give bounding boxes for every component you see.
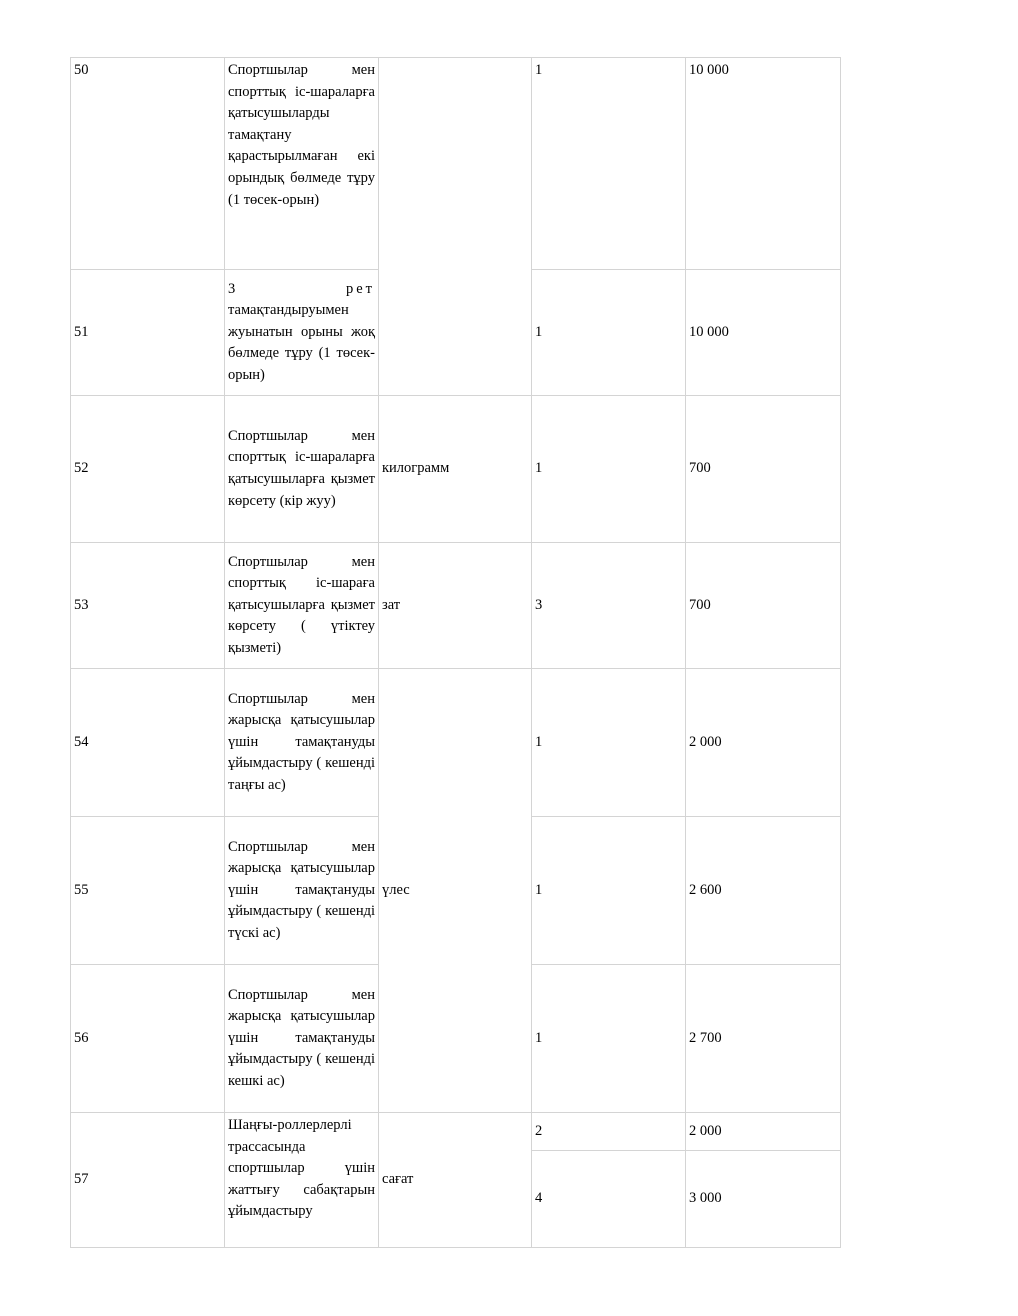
- price: 2 600: [686, 817, 841, 965]
- row-number: 50: [71, 58, 225, 270]
- service-description: Спортшылар мен спорттық іс-шараларға қатысушыларға қызмет көрсету (кір жуу): [225, 396, 379, 543]
- quantity: 1: [532, 270, 686, 396]
- price: 2 700: [686, 965, 841, 1113]
- row-number: 53: [71, 543, 225, 669]
- quantity: 2: [532, 1113, 686, 1151]
- service-description: Спортшылар мен спорттық іс-шараларға қатысушыларды тамақтану қарастырылмаған екі орындық бөлмеде тұру (1 төсек-орын): [225, 58, 379, 270]
- table-row: [71, 396, 841, 543]
- row-number: 51: [71, 270, 225, 396]
- service-description: Спортшылар мен спорттық іс-шараға қатысушыларға қызмет көрсету ( үтіктеу қызметі): [225, 543, 379, 669]
- price-table: [70, 57, 841, 1248]
- table-row: [71, 58, 841, 270]
- service-description: [225, 270, 379, 396]
- table-row: [71, 543, 841, 669]
- unit: сағат: [379, 1113, 532, 1248]
- quantity: 1: [532, 817, 686, 965]
- price: 2 000: [686, 1113, 841, 1151]
- price: 700: [686, 396, 841, 543]
- price: 10 000: [686, 58, 841, 270]
- service-description: Спортшылар мен жарысқа қатысушылар үшін тамақтануды ұйымдастыру ( кешенді кешкі ас): [225, 965, 379, 1113]
- row-number: 55: [71, 817, 225, 965]
- unit: үлес: [379, 669, 532, 1113]
- unit: зат: [379, 543, 532, 669]
- description-text: тамақтандыруымен жуынатын орыны жоқ бөлмеде тұру (1 төсек-орын): [228, 302, 375, 383]
- service-description: Шаңғы-роллерлерлі трассасында спортшылар үшін жаттығу сабақтарын ұйымдастыру: [225, 1113, 379, 1248]
- row-number: 54: [71, 669, 225, 817]
- service-description: Спортшылар мен жарысқа қатысушылар үшін тамақтануды ұйымдастыру ( кешенді түскі ас): [225, 817, 379, 965]
- quantity: 1: [532, 58, 686, 270]
- row-number: 56: [71, 965, 225, 1113]
- description-prefix: 3 рет: [228, 280, 375, 297]
- quantity: 4: [532, 1151, 686, 1248]
- table-row: [71, 669, 841, 817]
- unit: килограмм: [379, 396, 532, 543]
- price: 10 000: [686, 270, 841, 396]
- quantity: 1: [532, 396, 686, 543]
- table-row: [71, 1113, 841, 1151]
- quantity: 3: [532, 543, 686, 669]
- quantity: 1: [532, 965, 686, 1113]
- unit-cell: [379, 58, 532, 396]
- price: 2 000: [686, 669, 841, 817]
- price: 3 000: [686, 1151, 841, 1248]
- service-description: Спортшылар мен жарысқа қатысушылар үшін тамақтануды ұйымдастыру ( кешенді таңғы ас): [225, 669, 379, 817]
- quantity: 1: [532, 669, 686, 817]
- row-number: 52: [71, 396, 225, 543]
- row-number: 57: [71, 1113, 225, 1248]
- price: 700: [686, 543, 841, 669]
